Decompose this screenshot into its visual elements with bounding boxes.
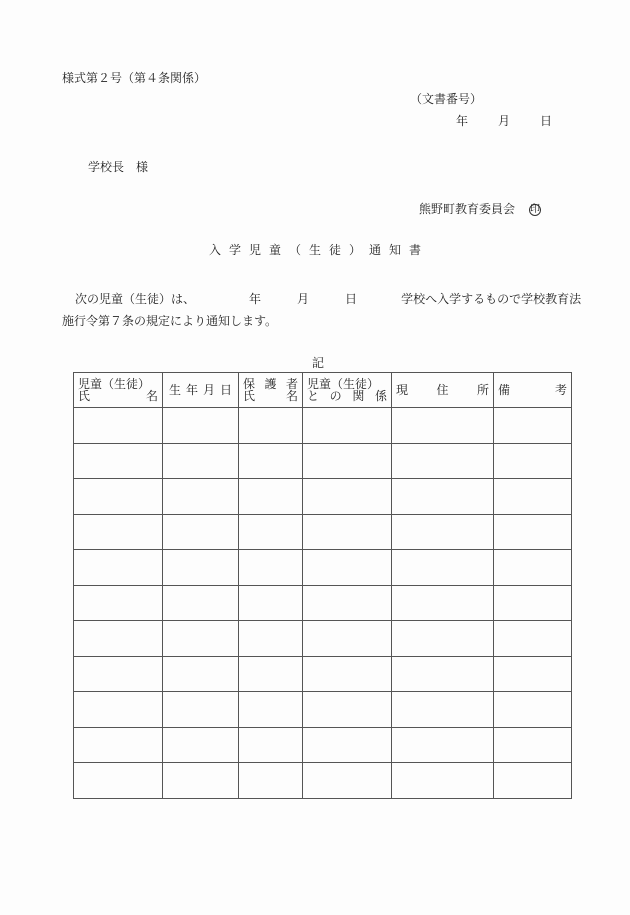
document-number-label: （文書番号） — [410, 92, 483, 106]
table-cell[interactable] — [303, 408, 392, 444]
date-month: 月 — [498, 114, 511, 128]
header-text: 備 — [498, 383, 511, 397]
table-cell[interactable] — [74, 656, 163, 692]
table-row — [74, 692, 572, 728]
table-cell[interactable] — [239, 585, 303, 621]
header-text: 氏 — [243, 389, 256, 403]
table-cell[interactable] — [392, 443, 494, 479]
table-cell[interactable] — [494, 763, 572, 799]
student-table — [73, 372, 572, 799]
table-cell[interactable] — [239, 727, 303, 763]
table-cell[interactable] — [163, 621, 239, 657]
table-cell[interactable] — [239, 479, 303, 515]
table-cell[interactable] — [494, 479, 572, 515]
table-cell[interactable] — [74, 763, 163, 799]
table-body — [74, 408, 572, 799]
table-cell[interactable] — [494, 727, 572, 763]
header-text: 保 — [243, 377, 256, 391]
table-cell[interactable] — [163, 550, 239, 586]
table-cell[interactable] — [239, 692, 303, 728]
table-cell[interactable] — [239, 621, 303, 657]
header-text: 関 — [352, 389, 365, 403]
table-cell[interactable] — [74, 479, 163, 515]
table-cell[interactable] — [392, 621, 494, 657]
header-text: 月 — [202, 383, 215, 397]
table-cell[interactable] — [303, 692, 392, 728]
table-row — [74, 656, 572, 692]
addressee: 学校長 様 — [88, 160, 149, 174]
header-text: 考 — [554, 383, 567, 397]
table-cell[interactable] — [392, 727, 494, 763]
header-text: 名 — [285, 389, 298, 403]
table-cell[interactable] — [163, 656, 239, 692]
table-row — [74, 621, 572, 657]
table-cell[interactable] — [74, 550, 163, 586]
header-text: 年 — [185, 383, 198, 397]
table-cell[interactable] — [303, 550, 392, 586]
table-cell[interactable] — [392, 763, 494, 799]
header-text: 護 — [264, 377, 277, 391]
table-cell[interactable] — [392, 408, 494, 444]
table-cell[interactable] — [494, 550, 572, 586]
table-cell[interactable] — [303, 727, 392, 763]
header-text: 生 — [169, 383, 182, 397]
table-cell[interactable] — [494, 621, 572, 657]
table-cell[interactable] — [163, 727, 239, 763]
date-year: 年 — [456, 114, 469, 128]
table-cell[interactable] — [163, 585, 239, 621]
table-cell[interactable] — [239, 514, 303, 550]
table-cell[interactable] — [239, 656, 303, 692]
date-line — [456, 114, 552, 128]
table-cell[interactable] — [303, 443, 392, 479]
body-line-2: 施行令第７条の規定により通知します。 — [62, 314, 278, 328]
header-text: 日 — [219, 383, 232, 397]
table-cell[interactable] — [239, 763, 303, 799]
ki-label: 記 — [312, 356, 325, 370]
table-cell[interactable] — [74, 408, 163, 444]
table-cell[interactable] — [163, 514, 239, 550]
table-cell[interactable] — [494, 585, 572, 621]
table-cell[interactable] — [303, 621, 392, 657]
table-cell[interactable] — [163, 763, 239, 799]
header-remarks — [494, 373, 572, 408]
table-cell[interactable] — [303, 763, 392, 799]
table-cell[interactable] — [494, 514, 572, 550]
header-text: 所 — [476, 383, 489, 397]
header-text: 名 — [145, 389, 158, 403]
header-text: 係 — [374, 389, 387, 403]
document-title: 入学児童（生徒）通知書 — [208, 243, 429, 257]
table-row — [74, 727, 572, 763]
table-cell[interactable] — [239, 443, 303, 479]
table-cell[interactable] — [303, 479, 392, 515]
table-cell[interactable] — [239, 408, 303, 444]
table-cell[interactable] — [392, 656, 494, 692]
body-line-1 — [75, 292, 581, 306]
body-text: 次の児童（生徒）は、 — [75, 292, 196, 306]
header-relationship — [303, 373, 392, 408]
table-cell[interactable] — [494, 408, 572, 444]
table-cell[interactable] — [74, 727, 163, 763]
header-birthdate — [163, 373, 239, 408]
table-cell[interactable] — [392, 514, 494, 550]
header-text: の — [329, 389, 342, 403]
table-cell[interactable] — [303, 656, 392, 692]
header-text: と — [307, 389, 320, 403]
body-day: 日 — [345, 292, 358, 306]
table-cell[interactable] — [392, 550, 494, 586]
table-row — [74, 585, 572, 621]
body-year: 年 — [249, 292, 262, 306]
table-cell[interactable] — [494, 692, 572, 728]
table-cell[interactable] — [392, 585, 494, 621]
header-text: 現 — [396, 383, 409, 397]
body-text: 学校へ入学するもので学校教育法 — [401, 292, 582, 306]
table-cell[interactable] — [163, 408, 239, 444]
table-cell[interactable] — [74, 443, 163, 479]
sender-name: 熊野町教育委員会 — [419, 202, 516, 216]
form-number: 様式第２号（第４条関係） — [62, 71, 207, 85]
header-text: 氏 — [78, 389, 91, 403]
table-cell[interactable] — [392, 692, 494, 728]
table-row — [74, 514, 572, 550]
table-cell[interactable] — [392, 479, 494, 515]
table-cell[interactable] — [239, 550, 303, 586]
table-cell[interactable] — [163, 443, 239, 479]
seal-icon: 印 — [530, 203, 541, 215]
table-cell[interactable] — [163, 692, 239, 728]
date-day: 日 — [540, 114, 553, 128]
table-row — [74, 763, 572, 799]
header-text: 住 — [436, 383, 449, 397]
header-address — [392, 373, 494, 408]
header-guardian-name — [239, 373, 303, 408]
table-cell[interactable] — [74, 621, 163, 657]
table-cell[interactable] — [494, 443, 572, 479]
table-cell[interactable] — [303, 514, 392, 550]
table-row — [74, 550, 572, 586]
table-header-row — [74, 373, 572, 408]
table-row — [74, 479, 572, 515]
table-cell[interactable] — [74, 692, 163, 728]
table-row — [74, 443, 572, 479]
sender — [419, 202, 541, 216]
table-cell[interactable] — [74, 514, 163, 550]
header-text: 児童（生徒） — [78, 377, 151, 391]
body-month: 月 — [297, 292, 310, 306]
table-cell[interactable] — [74, 585, 163, 621]
header-text: 児童（生徒） — [307, 377, 380, 391]
header-text: 者 — [285, 377, 298, 391]
table-cell[interactable] — [303, 585, 392, 621]
header-student-name — [74, 373, 163, 408]
table-cell[interactable] — [494, 656, 572, 692]
table-row — [74, 408, 572, 444]
table-cell[interactable] — [163, 479, 239, 515]
